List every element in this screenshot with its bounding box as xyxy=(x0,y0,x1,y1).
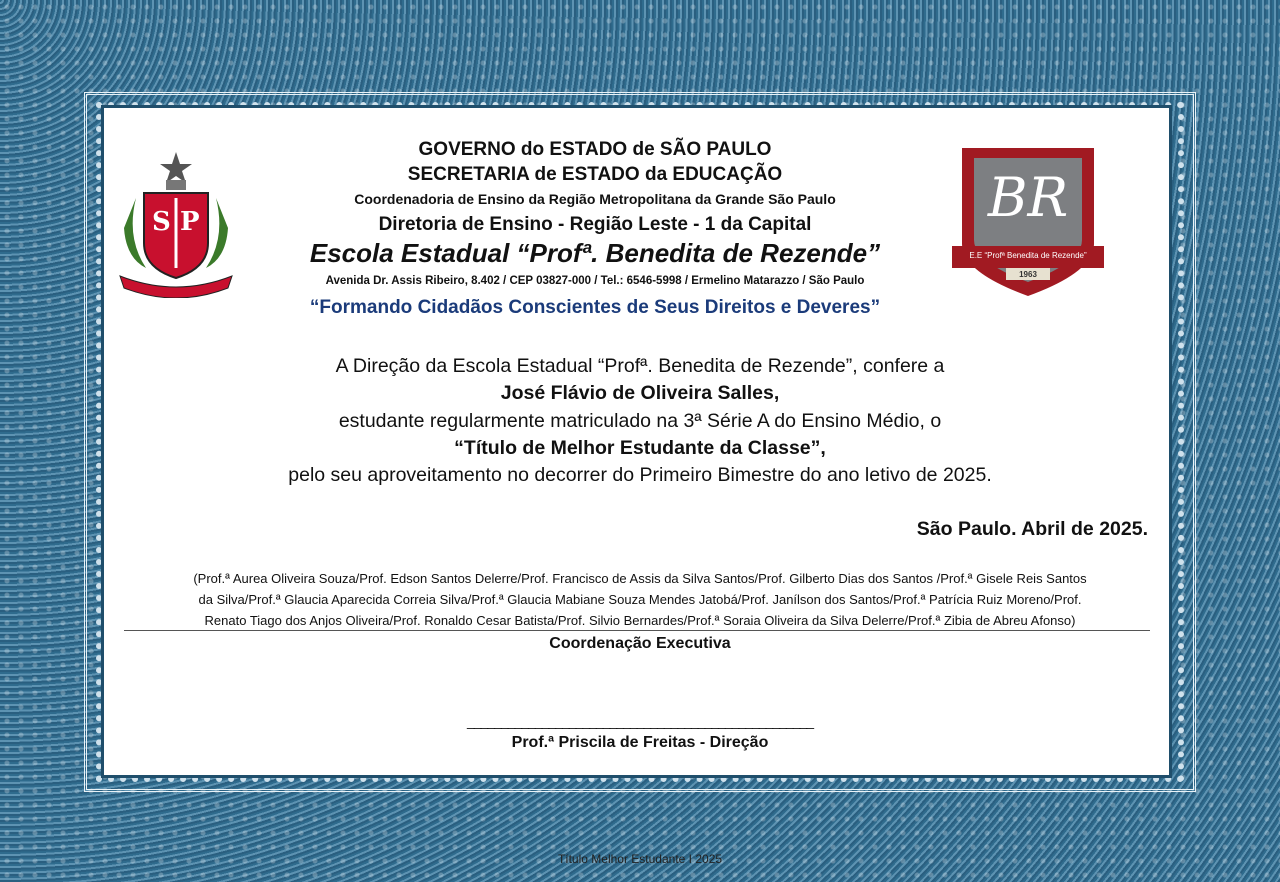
signature-line: ___________________________________________________ xyxy=(466,713,814,729)
school-motto: “Formando Cidadãos Conscientes de Seus Direitos e Deveres” xyxy=(309,297,881,318)
document-footer: Título Melhor Estudante I 2025 xyxy=(557,852,723,866)
header-coordination: Coordenadoria de Ensino da Região Metropolitana da Grande São Paulo xyxy=(354,191,836,207)
school-name: Escola Estadual “Profª. Benedita de Rezende” xyxy=(309,238,881,268)
coordination-label: Coordenação Executiva xyxy=(549,635,731,652)
teachers-line-1: (Prof.ª Aurea Oliveira Souza/Prof. Edson Santos Delerre/Prof. Francisco de Assis da Silva Santos/Prof. Gilberto Dias dos Santos /Prof.ª Gisele Reis Santos xyxy=(193,571,1087,586)
header-directorate: Diretoria de Ensino - Região Leste - 1 da Capital xyxy=(378,214,812,235)
student-name: José Flávio de Oliveira Salles, xyxy=(500,382,780,404)
svg-text:P: P xyxy=(180,207,200,237)
award-title: “Título de Melhor Estudante da Classe”, xyxy=(454,437,826,459)
school-address: Avenida Dr. Assis Ribeiro, 8.402 / CEP 03827-000 / Tel.: 6546-5998 / Ermelino Matarazzo / São Paulo xyxy=(325,275,865,287)
sp-coat-of-arms-icon xyxy=(116,148,236,298)
body-intro: A Direção da Escola Estadual “Profª. Benedita de Rezende”, confere a xyxy=(335,355,945,377)
header-government: GOVERNO do ESTADO de SÃO PAULO xyxy=(418,139,772,160)
signature-name: Prof.ª Priscila de Freitas - Direção xyxy=(511,734,769,751)
teachers-line-3: Renato Tiago dos Anjos Oliveira/Prof. Ronaldo Cesar Batista/Prof. Silvio Bernardes/Prof.ª Soraia Oliveira da Silva Delerre/Prof.ª Zibia de Abreu Afonso) xyxy=(204,613,1076,628)
school-badge-monogram: BR xyxy=(987,166,1069,229)
body-enrollment: estudante regularmente matriculado na 3ª Série A do Ensino Médio, o xyxy=(338,410,942,432)
svg-text:S: S xyxy=(152,207,171,237)
date-line: São Paulo. Abril de 2025. xyxy=(916,518,1148,540)
school-badge-year: 1963 xyxy=(1019,270,1037,279)
body-reason: pelo seu aproveitamento no decorrer do Primeiro Bimestre do ano letivo de 2025. xyxy=(288,464,992,486)
teachers-line-2: da Silva/Prof.ª Glaucia Aparecida Correia Silva/Prof.ª Glaucia Mabiane Souza Mendes Jatobá/Prof. Janílson dos Santos/Prof.ª Patrícia Ruiz Moreno/Prof. xyxy=(198,592,1082,607)
divider xyxy=(124,630,1150,631)
header-secretariat: SECRETARIA de ESTADO da EDUCAÇÃO xyxy=(407,164,783,185)
school-badge-ribbon: E.E “Profª Benedita de Rezende” xyxy=(969,251,1087,260)
